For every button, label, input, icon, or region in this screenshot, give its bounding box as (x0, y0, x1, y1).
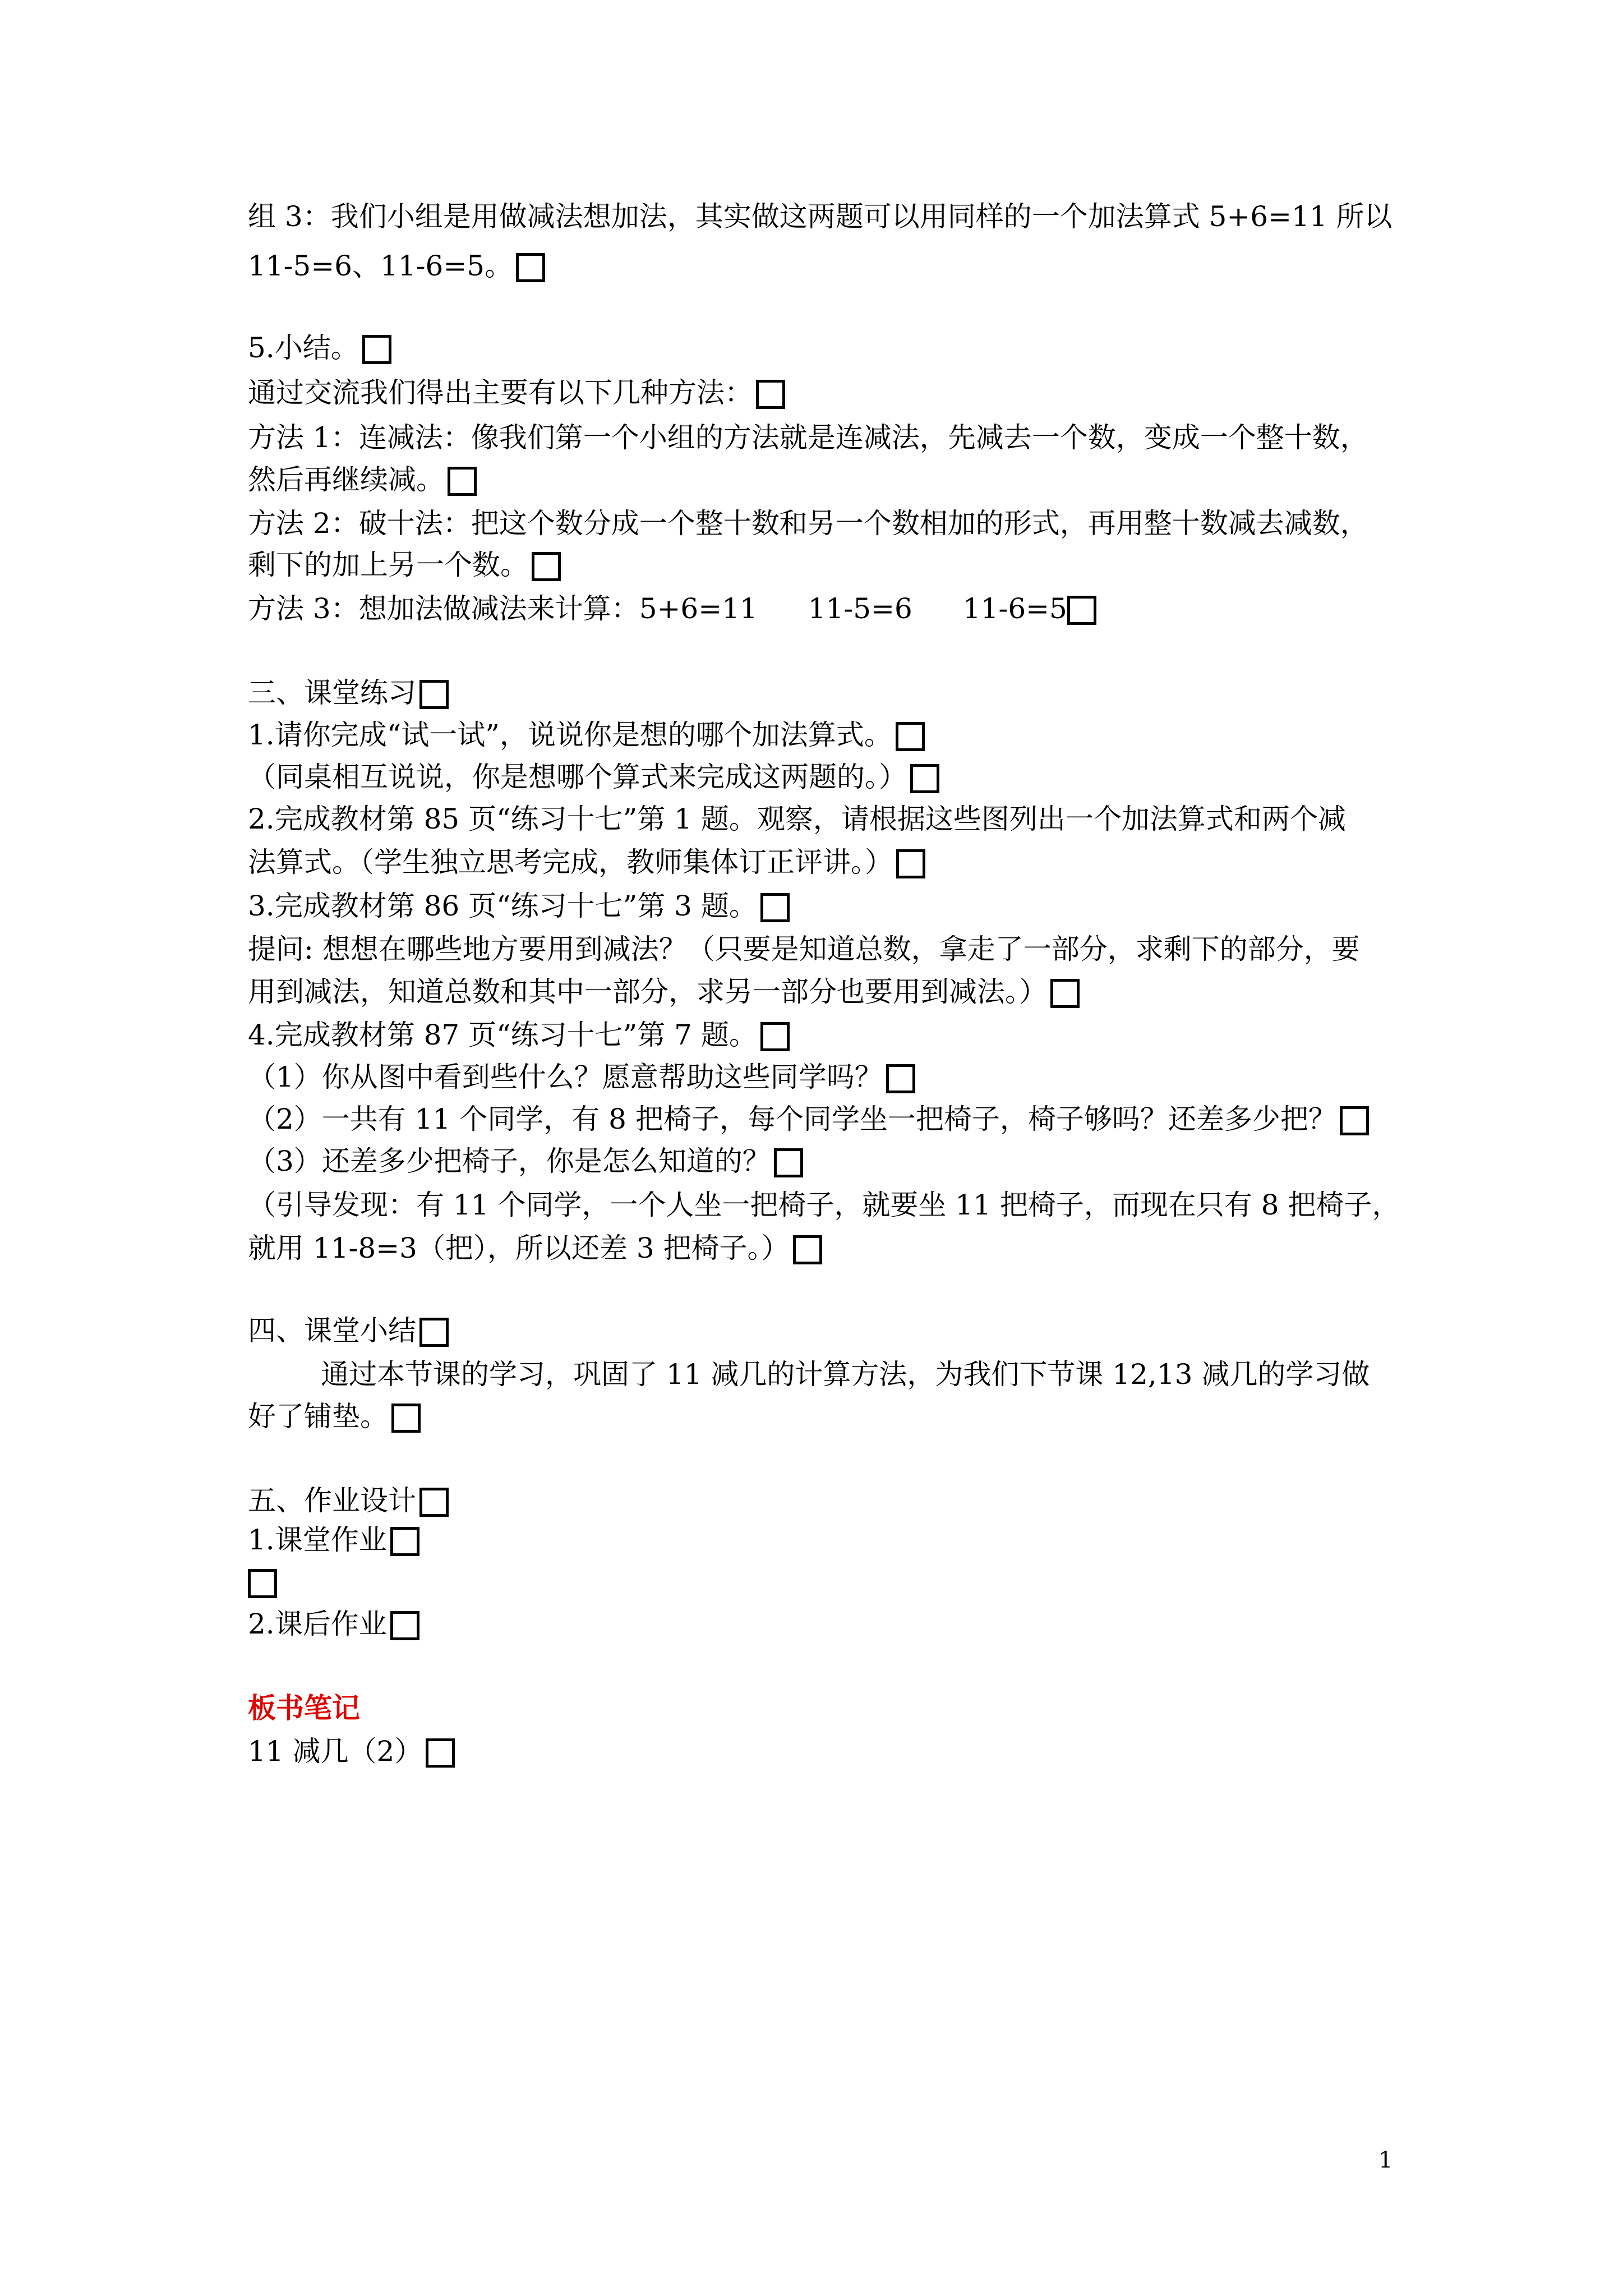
checkbox[interactable] (390, 1527, 419, 1556)
text-line: 好了铺垫。 (248, 1394, 421, 1439)
checkbox[interactable] (774, 1148, 803, 1177)
checkbox[interactable] (793, 1235, 822, 1264)
text-line: 组 3：我们小组是用做减法想加法，其实做这两题可以用同样的一个加法算式 5+6=11 所以 (248, 200, 1393, 233)
text-line: 2.课后作业 (248, 1602, 419, 1646)
checkbox[interactable] (516, 253, 545, 282)
text-line: 2.完成教材第 85 页“练习十七”第 1 题。观察，请根据这些图列出一个加法算式和两个减 (248, 803, 1346, 835)
text-line: 法算式。（学生独立思考完成，教师集体订正评讲。） (248, 840, 925, 885)
text-line: 11 减几（2） (248, 1729, 455, 1774)
text-line: （同桌相互说说，你是想哪个算式来完成这两题的。） (248, 754, 939, 799)
text-line: （1）你从图中看到些什么？愿意帮助这些同学吗？ (248, 1055, 915, 1099)
checkbox[interactable] (910, 764, 939, 793)
checkbox[interactable] (448, 467, 477, 496)
checkbox[interactable] (896, 849, 925, 878)
checkbox[interactable] (1340, 1106, 1369, 1135)
checkbox[interactable] (760, 893, 790, 922)
text-line: 4.完成教材第 87 页“练习十七”第 7 题。 (248, 1013, 790, 1057)
section-heading: 四、课堂小结 (248, 1308, 449, 1353)
checkbox[interactable] (362, 335, 391, 364)
page-number: 1 (1378, 2147, 1393, 2173)
section-heading: 三、课堂练习 (248, 670, 449, 715)
checkbox[interactable] (1067, 596, 1096, 625)
checkbox[interactable] (248, 1569, 277, 1598)
text-line: 用到减法，知道总数和其中一部分，求另一部分也要用到减法。） (248, 969, 1080, 1014)
text-line: 方法 2：破十法：把这个数分成一个整十数和另一个数相加的形式，再用整十数减去减数， (248, 507, 1368, 540)
text-line: 1.请你完成“试一试”，说说你是想的哪个加法算式。 (248, 712, 925, 757)
text-line: 剩下的加上另一个数。 (248, 542, 561, 587)
checkbox[interactable] (756, 380, 785, 409)
checkbox[interactable] (760, 1022, 790, 1051)
text-line: （引导发现：有 11 个同学，一个人坐一把椅子，就要坐 11 把椅子，而现在只有 8 把椅子， (248, 1189, 1400, 1221)
checkbox[interactable] (390, 1611, 419, 1640)
text-line (248, 1559, 277, 1604)
checkbox[interactable] (1050, 979, 1080, 1008)
section-heading: 五、作业设计 (248, 1478, 449, 1523)
text-line: （2）一共有 11 个同学，有 8 把椅子，每个同学坐一把椅子，椅子够吗？还差多少把？ (248, 1097, 1369, 1142)
checkbox[interactable] (391, 1404, 421, 1433)
text-line: 然后再继续减。 (248, 457, 477, 502)
text-line: （3）还差多少把椅子，你是怎么知道的？ (248, 1139, 803, 1184)
text-line: 就用 11-8=3（把），所以还差 3 把椅子。） (248, 1226, 822, 1271)
text-line: 通过交流我们得出主要有以下几种方法： (248, 370, 785, 415)
checkbox[interactable] (419, 1488, 449, 1517)
checkbox[interactable] (426, 1738, 455, 1768)
text-line: 方法 3：想加法做减法来计算：5+6=11 11-5=6 11-6=5 (248, 586, 1096, 631)
text-line: 提问: 想想在哪些地方要用到减法？（只要是知道总数，拿走了一部分，求剩下的部分，要 (248, 933, 1360, 965)
text-line: 11-5=6、11-6=5。 (248, 243, 545, 288)
text-line: 方法 1：连减法：像我们第一个小组的方法就是连减法，先减去一个数，变成一个整十数， (248, 421, 1368, 454)
text-line: 通过本节课的学习，巩固了 11 减几的计算方法，为我们下节课 12,13 减几的学习做 (321, 1358, 1370, 1391)
text-line: 3.完成教材第 86 页“练习十七”第 3 题。 (248, 884, 790, 928)
text-line: 1.课堂作业 (248, 1517, 419, 1562)
board-notes-heading: 板书笔记 (248, 1691, 360, 1724)
checkbox[interactable] (886, 1064, 915, 1093)
checkbox[interactable] (896, 722, 925, 751)
section-heading: 5.小结。 (248, 325, 391, 370)
checkbox[interactable] (419, 680, 449, 709)
checkbox[interactable] (419, 1318, 449, 1347)
checkbox[interactable] (532, 552, 561, 581)
